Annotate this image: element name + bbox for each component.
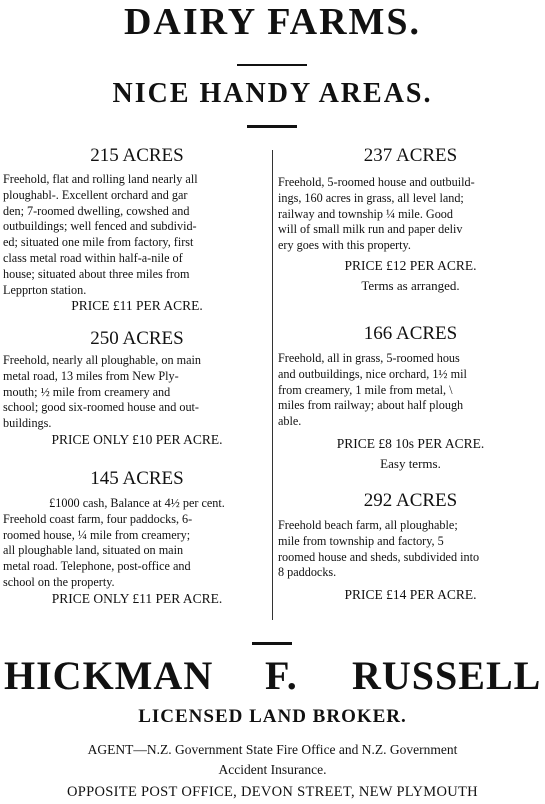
listing-price: PRICE £12 PER ACRE. [344, 257, 477, 273]
desc-line: house; situated about three miles from [3, 266, 190, 281]
listing-292 [278, 490, 543, 603]
page-title: DAIRY FARMS. [123, 1, 422, 43]
listing-acres: 292 ACRES [363, 490, 458, 511]
listing-acres: 215 ACRES [90, 145, 184, 166]
listing-237 [278, 145, 543, 294]
desc-line: Freehold, flat and rolling land nearly all [3, 172, 198, 186]
listing-price: PRICE ONLY £11 PER ACRE. [51, 590, 223, 606]
desc-line: and outbuildings, nice orchard, 1½ mil [278, 366, 467, 381]
desc-line: railway and township ¼ mile. Good [278, 206, 453, 221]
column-divider [272, 150, 273, 620]
desc-line: mile from township and factory, 5 [278, 533, 444, 548]
listing-terms: Terms as arranged. [361, 277, 460, 293]
listing-description [3, 172, 271, 298]
listing-250 [3, 328, 271, 448]
listing-description [278, 518, 543, 581]
desc-line: roomed house, ¼ mile from creamery; [3, 527, 191, 542]
listing-lead: £1000 cash, Balance at 4½ per cent. [49, 496, 225, 510]
desc-line: mouth; ½ mile from creamery and [3, 384, 171, 399]
desc-line: ings, 160 acres in grass, all level land; [278, 190, 464, 205]
listing-acres: 250 ACRES [90, 328, 184, 349]
listing-price: PRICE £8 10s PER ACRE. [336, 435, 485, 451]
desc-line: Lepprton station. [3, 282, 87, 297]
desc-line: Freehold coast farm, four paddocks, 6- [3, 511, 193, 526]
listing-price: PRICE £11 PER ACRE. [71, 298, 203, 314]
broker-name-initial: F. [265, 653, 298, 698]
broker-name-right: RUSSELL [352, 653, 542, 698]
listing-acres: 145 ACRES [90, 468, 184, 489]
desc-line: class metal road within half-a-nile of [3, 250, 183, 265]
listing-terms: Easy terms. [380, 455, 441, 471]
broker-title: LICENSED LAND BROKER. [138, 706, 407, 727]
desc-line: school; good six-roomed house and out- [3, 400, 199, 415]
desc-line: outbuildings; well fenced and subdivid- [3, 219, 197, 234]
desc-line: ery goes with this property. [278, 238, 411, 253]
agent-line-2: Accident Insurance. [218, 762, 327, 777]
listing-price: PRICE ONLY £10 PER ACRE. [51, 431, 223, 447]
listing-145 [3, 468, 271, 607]
desc-line: school on the property. [3, 574, 115, 589]
desc-line: Freehold, nearly all ploughable, on main [3, 353, 201, 367]
broker-name-left: HICKMAN [4, 653, 214, 698]
subtitle-rule [247, 125, 297, 128]
listing-description [3, 512, 271, 591]
page-subtitle: NICE HANDY AREAS. [112, 78, 433, 109]
desc-line: roomed house and sheds, subdivided into [278, 549, 480, 564]
desc-line: buildings. [3, 416, 52, 431]
desc-line: able. [278, 414, 302, 429]
title-rule [237, 64, 307, 66]
listing-description [278, 351, 543, 430]
desc-line: den; 7-roomed dwelling, cowshed and [3, 203, 190, 218]
agent-line-1: AGENT—N.Z. Government State Fire Office and N.Z. Government [87, 742, 458, 757]
broker-rule [252, 642, 292, 645]
desc-line: Freehold, all in grass, 5-roomed hous [278, 351, 460, 365]
listing-acres: 237 ACRES [363, 145, 458, 166]
desc-line: from creamery, 1 mile from metal, \ [278, 382, 453, 397]
desc-line: 8 paddocks. [278, 565, 337, 580]
listing-acres: 166 ACRES [363, 323, 458, 344]
listing-215 [3, 145, 271, 314]
broker-address: OPPOSITE POST OFFICE, DEVON STREET, NEW PLYMOUTH [67, 784, 478, 800]
desc-line: all ploughable land, situated on main [3, 543, 184, 558]
listing-description [3, 353, 271, 432]
desc-line: will of small milk run and paper deliv [278, 222, 463, 237]
desc-line: miles from railway; about half plough [278, 398, 464, 413]
listing-166 [278, 323, 543, 472]
listing-price: PRICE £14 PER ACRE. [344, 587, 477, 603]
desc-line: metal road. Telephone, post-office and [3, 559, 191, 574]
desc-line: ploughabl-. Excellent orchard and gar [3, 187, 188, 202]
desc-line: Freehold, 5-roomed house and outbuild- [278, 175, 475, 189]
broker-name [0, 652, 545, 702]
desc-line: Freehold beach farm, all ploughable; [278, 518, 458, 532]
desc-line: metal road, 13 miles from New Ply- [3, 368, 179, 383]
desc-line: ed; situated one mile from factory, first [3, 235, 194, 250]
listing-description [278, 175, 543, 254]
